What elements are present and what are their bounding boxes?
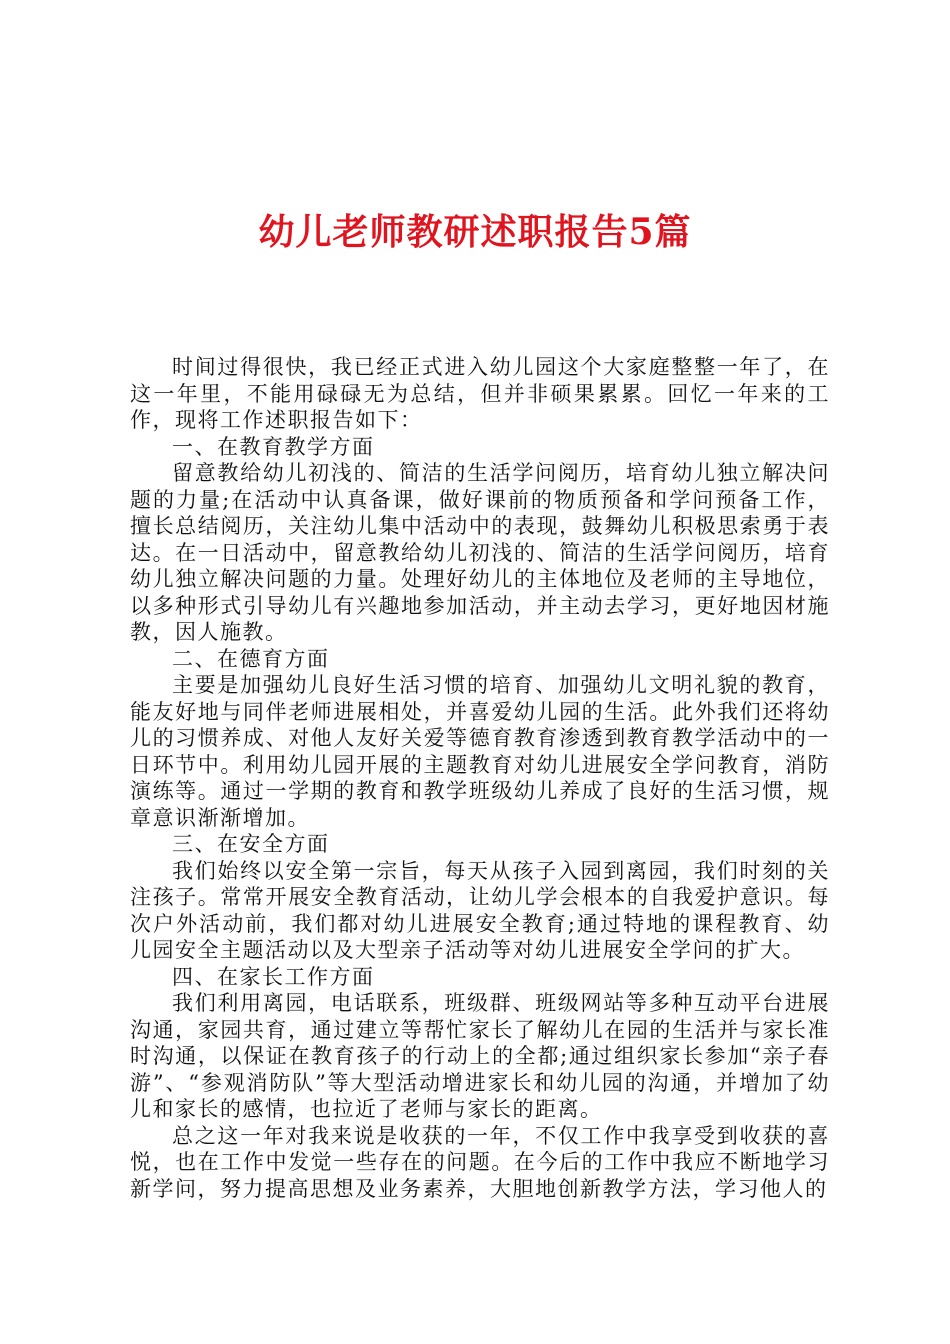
intro-paragraph: 时间过得很快，我已经正式进入幼儿园这个大家庭整整一年了，在这一年里，不能用碌碌无为总结，但并非硕果累累。回忆一年来的工作，现将工作述职报告如下： bbox=[130, 355, 830, 432]
section-heading-teaching: 一、在教育教学方面 bbox=[172, 434, 375, 459]
section-heading-moral: 二、在德育方面 bbox=[172, 646, 330, 671]
section-heading-parents: 四、在家长工作方面 bbox=[172, 964, 375, 989]
parents-paragraph: 我们利用离园，电话联系，班级群、班级网站等多种互动平台进展沟通，家园共育，通过建立等帮忙家长了解幼儿在园的生活并与家长准时沟通，以保证在教育孩子的行动上的全都;通过组织家长参加“亲子春游”、“参观消防队”等大型活动增进家长和幼儿园的沟通，并增加了幼儿和家长的感情，也拉近了老师与家长的距离。 bbox=[130, 991, 830, 1121]
document-body bbox=[130, 354, 830, 1202]
section-heading-safety: 三、在安全方面 bbox=[172, 832, 330, 856]
moral-paragraph: 主要是加强幼儿良好生活习惯的培育、加强幼儿文明礼貌的教育，能友好地与同伴老师进展相处，并喜爱幼儿园的生活。此外我们还将幼儿的习惯养成、对他人友好关爱等德育教育渗透到教育教学活动中的一日环节中。利用幼儿园开展的主题教育对幼儿进展安全学问教育，消防演练等。通过一学期的教育和教学班级幼儿养成了良好的生活习惯，规章意识渐渐增加。 bbox=[130, 673, 830, 830]
summary-paragraph: 总之这一年对我来说是收获的一年，不仅工作中我享受到收获的喜悦，也在工作中发觉一些存在的问题。在今后的工作中我应不断地学习新学问，努力提高思想及业务素养，大胆地创新教学方法，学习他人的 bbox=[130, 1123, 830, 1201]
document-title: 幼儿老师教研述职报告5篇 bbox=[258, 211, 692, 253]
teaching-paragraph: 留意教给幼儿初浅的、简洁的生活学问阅历，培育幼儿独立解决问题的力量;在活动中认真备课，做好课前的物质预备和学问预备工作，擅长总结阅历，关注幼儿集中活动中的表现，鼓舞幼儿积极思索勇于表达。在一日活动中，留意教给幼儿初浅的、简洁的生活学问阅历，培育幼儿独立解决问题的力量。处理好幼儿的主体地位及老师的主导地位，以多种形式引导幼儿有兴趣地参加活动，并主动去学习，更好地因材施教，因人施教。 bbox=[130, 461, 830, 644]
safety-paragraph: 我们始终以安全第一宗旨，每天从孩子入园到离园，我们时刻的关注孩子。常常开展安全教育活动，让幼儿学会根本的自我爱护意识。每次户外活动前，我们都对幼儿进展安全教育;通过特地的课程教育、幼儿园安全主题活动以及大型亲子活动等对幼儿进展安全学问的扩大。 bbox=[130, 858, 830, 962]
